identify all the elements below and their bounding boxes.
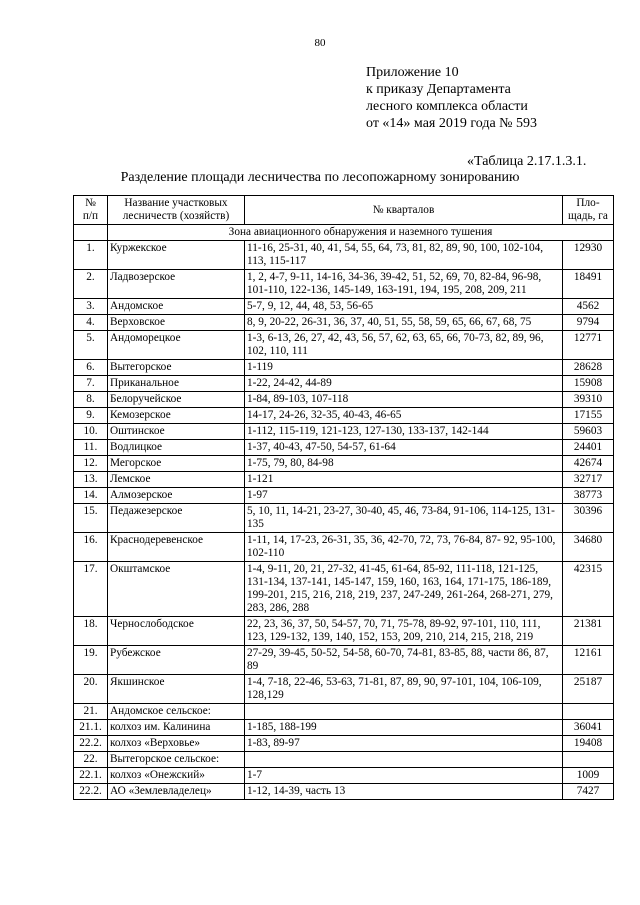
table-row bbox=[74, 704, 614, 720]
row-quarters: 1-119 bbox=[245, 360, 563, 376]
header-name-line-2: лесничеств (хозяйств) bbox=[122, 210, 230, 222]
row-name: Куржекское bbox=[108, 241, 245, 270]
table-reference: «Таблица 2.17.1.3.1. bbox=[467, 154, 587, 169]
row-number: 22. bbox=[74, 752, 108, 768]
row-name: Андомское bbox=[108, 299, 245, 315]
table-title: Разделение площади лесничества по лесопожарному зонированию bbox=[120, 170, 520, 185]
table-row bbox=[74, 752, 614, 768]
zone-row bbox=[74, 225, 614, 241]
row-number: 21.1. bbox=[74, 720, 108, 736]
row-quarters: 1-12, 14-39, часть 13 bbox=[245, 784, 563, 800]
appendix-line-3: лесного комплекса области bbox=[366, 99, 528, 114]
header-row bbox=[74, 196, 614, 225]
row-number: 7. bbox=[74, 376, 108, 392]
zoning-table bbox=[73, 195, 614, 800]
appendix-line-1: Приложение 10 bbox=[366, 65, 459, 80]
row-area: 18491 bbox=[563, 270, 614, 299]
table-row bbox=[74, 331, 614, 360]
row-number: 12. bbox=[74, 456, 108, 472]
table-row bbox=[74, 424, 614, 440]
row-name: Чернослободское bbox=[108, 617, 245, 646]
row-quarters: 1-37, 40-43, 47-50, 54-57, 61-64 bbox=[245, 440, 563, 456]
header-number bbox=[74, 196, 108, 225]
row-name: Лемское bbox=[108, 472, 245, 488]
row-number: 5. bbox=[74, 331, 108, 360]
row-quarters: 1-7 bbox=[245, 768, 563, 784]
table-row bbox=[74, 720, 614, 736]
table-row bbox=[74, 241, 614, 270]
row-quarters: 1-22, 24-42, 44-89 bbox=[245, 376, 563, 392]
row-number: 18. bbox=[74, 617, 108, 646]
table-row bbox=[74, 768, 614, 784]
row-area: 12930 bbox=[563, 241, 614, 270]
row-quarters: 1-121 bbox=[245, 472, 563, 488]
row-quarters: 1-4, 9-11, 20, 21, 27-32, 41-45, 61-64, 85-92, 111-118, 121-125, 131-134, 137-141, 145-147, 159, 160, 163, 164, 171-175, 186-189, 199-201, 215, 216, 218, 219, 237, 247-249, 261-264, 268-271, 279, 283, 286, 288 bbox=[245, 562, 563, 617]
row-name: Верховское bbox=[108, 315, 245, 331]
row-name: колхоз им. Калинина bbox=[108, 720, 245, 736]
table-row bbox=[74, 392, 614, 408]
row-number: 16. bbox=[74, 533, 108, 562]
row-area: 15908 bbox=[563, 376, 614, 392]
appendix-line-4: от «14» мая 2019 года № 593 bbox=[366, 116, 538, 131]
page-number: 80 bbox=[314, 37, 326, 49]
row-area: 19408 bbox=[563, 736, 614, 752]
row-quarters: 1-75, 79, 80, 84-98 bbox=[245, 456, 563, 472]
table-row bbox=[74, 533, 614, 562]
row-name: Ладвозерское bbox=[108, 270, 245, 299]
row-number: 11. bbox=[74, 440, 108, 456]
row-quarters: 8, 9, 20-22, 26-31, 36, 37, 40, 51, 55, 58, 59, 65, 66, 67, 68, 75 bbox=[245, 315, 563, 331]
table-row bbox=[74, 504, 614, 533]
row-area: 1009 bbox=[563, 768, 614, 784]
row-quarters bbox=[245, 704, 563, 720]
table-row bbox=[74, 360, 614, 376]
row-quarters: 1-11, 14, 17-23, 26-31, 35, 36, 42-70, 72, 73, 76-84, 87- 92, 95-100, 102-110 bbox=[245, 533, 563, 562]
row-number: 22.2. bbox=[74, 784, 108, 800]
table-row bbox=[74, 315, 614, 331]
row-number: 22.1. bbox=[74, 768, 108, 784]
row-number: 10. bbox=[74, 424, 108, 440]
row-quarters: 1-3, 6-13, 26, 27, 42, 43, 56, 57, 62, 63, 65, 66, 70-73, 82, 89, 96, 102, 110, 111 bbox=[245, 331, 563, 360]
row-area: 25187 bbox=[563, 675, 614, 704]
table-row bbox=[74, 408, 614, 424]
row-area: 30396 bbox=[563, 504, 614, 533]
table-row bbox=[74, 376, 614, 392]
row-name: Оштинское bbox=[108, 424, 245, 440]
row-quarters: 27-29, 39-45, 50-52, 54-58, 60-70, 74-81, 83-85, 88, части 86, 87, 89 bbox=[245, 646, 563, 675]
row-area bbox=[563, 704, 614, 720]
row-area: 12771 bbox=[563, 331, 614, 360]
row-quarters: 1-84, 89-103, 107-118 bbox=[245, 392, 563, 408]
row-number: 3. bbox=[74, 299, 108, 315]
row-number: 15. bbox=[74, 504, 108, 533]
row-name: Кемозерское bbox=[108, 408, 245, 424]
row-number: 8. bbox=[74, 392, 108, 408]
row-quarters bbox=[245, 752, 563, 768]
row-number: 2. bbox=[74, 270, 108, 299]
row-area: 9794 bbox=[563, 315, 614, 331]
row-name: Педажезерское bbox=[108, 504, 245, 533]
row-area: 28628 bbox=[563, 360, 614, 376]
table-row bbox=[74, 562, 614, 617]
header-name-line-1: Название участковых bbox=[124, 197, 228, 209]
table-row bbox=[74, 675, 614, 704]
row-name: колхоз «Верховье» bbox=[108, 736, 245, 752]
table-row bbox=[74, 270, 614, 299]
table-row bbox=[74, 736, 614, 752]
header-number-line-1: № bbox=[85, 197, 96, 209]
row-name: Окштамское bbox=[108, 562, 245, 617]
row-number: 19. bbox=[74, 646, 108, 675]
row-area bbox=[563, 752, 614, 768]
row-quarters: 5-7, 9, 12, 44, 48, 53, 56-65 bbox=[245, 299, 563, 315]
row-area: 24401 bbox=[563, 440, 614, 456]
row-name: колхоз «Онежский» bbox=[108, 768, 245, 784]
row-name: АО «Землевладелец» bbox=[108, 784, 245, 800]
row-number: 6. bbox=[74, 360, 108, 376]
row-number: 14. bbox=[74, 488, 108, 504]
row-quarters: 11-16, 25-31, 40, 41, 54, 55, 64, 73, 81, 82, 89, 90, 100, 102-104, 113, 115-117 bbox=[245, 241, 563, 270]
row-name: Андомское сельское: bbox=[108, 704, 245, 720]
row-area: 34680 bbox=[563, 533, 614, 562]
row-quarters: 1-83, 89-97 bbox=[245, 736, 563, 752]
table-row bbox=[74, 472, 614, 488]
table-row bbox=[74, 299, 614, 315]
table-row bbox=[74, 440, 614, 456]
row-area: 7427 bbox=[563, 784, 614, 800]
zone-title: Зона авиационного обнаружения и наземного тушения bbox=[108, 225, 614, 241]
row-name: Вытегорское сельское: bbox=[108, 752, 245, 768]
row-quarters: 1, 2, 4-7, 9-11, 14-16, 34-36, 39-42, 51, 52, 69, 70, 82-84, 96-98, 101-110, 122-136, 145-149, 163-191, 194, 195, 208, 209, 211 bbox=[245, 270, 563, 299]
row-quarters: 1-4, 7-18, 22-46, 53-63, 71-81, 87, 89, 90, 97-101, 104, 106-109, 128,129 bbox=[245, 675, 563, 704]
row-number: 20. bbox=[74, 675, 108, 704]
row-area: 39310 bbox=[563, 392, 614, 408]
table-row bbox=[74, 646, 614, 675]
row-number: 22.2. bbox=[74, 736, 108, 752]
table-row bbox=[74, 488, 614, 504]
row-name: Краснодеревенское bbox=[108, 533, 245, 562]
row-name: Водлицкое bbox=[108, 440, 245, 456]
header-quarters: № кварталов bbox=[245, 196, 563, 225]
header-name bbox=[108, 196, 245, 225]
row-quarters: 1-97 bbox=[245, 488, 563, 504]
row-area: 42674 bbox=[563, 456, 614, 472]
header-area-line-1: Пло- bbox=[576, 197, 600, 209]
row-number: 4. bbox=[74, 315, 108, 331]
row-area: 4562 bbox=[563, 299, 614, 315]
row-quarters: 1-185, 188-199 bbox=[245, 720, 563, 736]
row-name: Белоручейское bbox=[108, 392, 245, 408]
row-quarters: 22, 23, 36, 37, 50, 54-57, 70, 71, 75-78, 89-92, 97-101, 110, 111, 123, 129-132, 139, 140, 152, 153, 209, 210, 214, 215, 218, 219 bbox=[245, 617, 563, 646]
table-row bbox=[74, 784, 614, 800]
header-area-line-2: щадь, га bbox=[568, 210, 608, 222]
row-number: 9. bbox=[74, 408, 108, 424]
row-name: Рубежское bbox=[108, 646, 245, 675]
row-area: 38773 bbox=[563, 488, 614, 504]
row-name: Вытегорское bbox=[108, 360, 245, 376]
row-quarters: 5, 10, 11, 14-21, 23-27, 30-40, 45, 46, 73-84, 91-106, 114-125, 131-135 bbox=[245, 504, 563, 533]
row-name: Приканальное bbox=[108, 376, 245, 392]
row-quarters: 1-112, 115-119, 121-123, 127-130, 133-137, 142-144 bbox=[245, 424, 563, 440]
row-area: 42315 bbox=[563, 562, 614, 617]
header-area bbox=[563, 196, 614, 225]
zone-spacer bbox=[74, 225, 108, 241]
appendix-block bbox=[366, 64, 537, 132]
row-area: 17155 bbox=[563, 408, 614, 424]
row-name: Алмозерское bbox=[108, 488, 245, 504]
row-name: Якшинское bbox=[108, 675, 245, 704]
row-number: 13. bbox=[74, 472, 108, 488]
row-area: 12161 bbox=[563, 646, 614, 675]
table-row bbox=[74, 456, 614, 472]
header-number-line-2: п/п bbox=[82, 210, 99, 222]
row-name: Андоморецкое bbox=[108, 331, 245, 360]
row-area: 36041 bbox=[563, 720, 614, 736]
row-area: 21381 bbox=[563, 617, 614, 646]
appendix-line-2: к приказу Департамента bbox=[366, 82, 511, 97]
row-number: 1. bbox=[74, 241, 108, 270]
row-number: 17. bbox=[74, 562, 108, 617]
row-number: 21. bbox=[74, 704, 108, 720]
row-area: 59603 bbox=[563, 424, 614, 440]
table-row bbox=[74, 617, 614, 646]
row-name: Мегорское bbox=[108, 456, 245, 472]
row-area: 32717 bbox=[563, 472, 614, 488]
row-quarters: 14-17, 24-26, 32-35, 40-43, 46-65 bbox=[245, 408, 563, 424]
